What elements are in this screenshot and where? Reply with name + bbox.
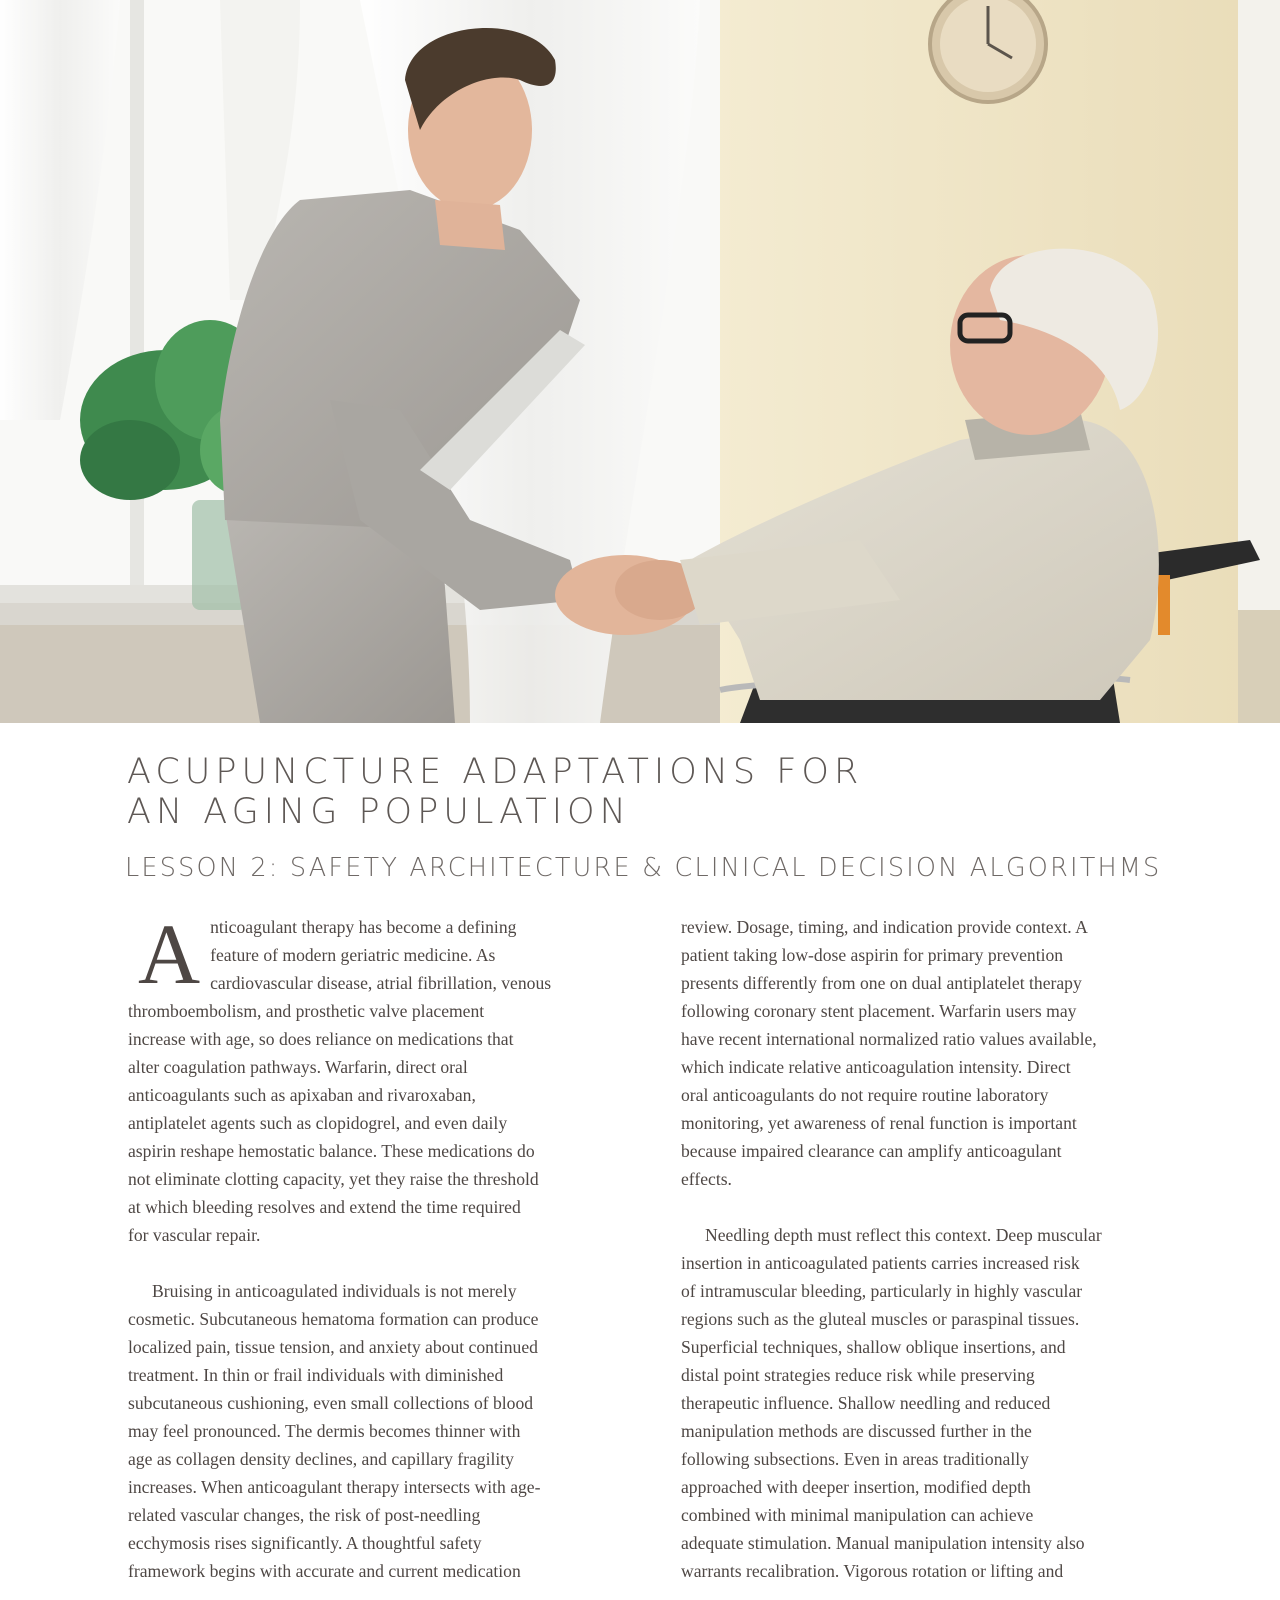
text-line: have recent international normalized ratio values available, [681,1029,1097,1049]
text-line: manipulation methods are discussed further in the [681,1421,1032,1441]
text-line: distal point strategies reduce risk while preserving [681,1365,1035,1385]
text-line: increases. When anticoagulant therapy intersects with age- [128,1477,541,1497]
text-line: oral anticoagulants do not require routine laboratory [681,1085,1049,1105]
text-line: cosmetic. Subcutaneous hematoma formation can produce [128,1309,539,1329]
text-line: adequate stimulation. Manual manipulation intensity also [681,1533,1085,1553]
text-line: age as collagen density declines, and capillary fragility [128,1449,514,1469]
text-line: related vascular changes, the risk of post-needling [128,1505,481,1525]
text-line: may feel pronounced. The dermis becomes thinner with [128,1421,521,1441]
text-line: therapeutic influence. Shallow needling and reduced [681,1393,1051,1413]
text-line: approached with deeper insertion, modified depth [681,1477,1031,1497]
text-line: localized pain, tissue tension, and anxiety about continued [128,1337,538,1357]
text-line: following subsections. Even in areas traditionally [681,1449,1029,1469]
text-line: Needling depth must reflect this context. Deep muscular [705,1225,1102,1245]
clock-icon [930,0,1046,102]
text-line: for vascular repair. [128,1225,261,1245]
paragraph-4 [681,1221,1159,1585]
text-line: antiplatelet agents such as clopidogrel, and even daily [128,1113,508,1133]
text-line: increase with age, so does reliance on medications that [128,1029,514,1049]
text-line: review. Dosage, timing, and indication provide context. A [681,917,1088,937]
lesson-subtitle: LESSON 2: SAFETY ARCHITECTURE & CLINICAL DECISION ALGORITHMS [125,853,1162,883]
drop-cap: A [138,906,201,1002]
text-line: combined with minimal manipulation can achieve [681,1505,1034,1525]
text-line: monitoring, yet awareness of renal function is important [681,1113,1077,1133]
text-line: following coronary stent placement. Warfarin users may [681,1001,1077,1021]
text-line: feature of modern geriatric medicine. As [210,945,496,965]
text-line: ecchymosis rises significantly. A thoughtful safety [128,1533,482,1553]
paragraph-3 [681,913,1159,1193]
text-line: because impaired clearance can amplify anticoagulant [681,1141,1062,1161]
text-line: which indicate relative anticoagulation intensity. Direct [681,1057,1071,1077]
text-line: regions such as the gluteal muscles or paraspinal tissues. [681,1309,1080,1329]
text-line: treatment. In thin or frail individuals with diminished [128,1365,504,1385]
text-line: framework begins with accurate and current medication [128,1561,521,1581]
text-line: Bruising in anticoagulated individuals is not merely [152,1281,517,1301]
text-line: aspirin reshape hemostatic balance. These medications do [128,1141,535,1161]
text-line: patient taking low-dose aspirin for primary prevention [681,945,1064,965]
text-column-right [681,913,1159,1585]
text-line: warrants recalibration. Vigorous rotation or lifting and [681,1561,1064,1581]
text-line: not eliminate clotting capacity, yet they raise the threshold [128,1169,539,1189]
text-line: insertion in anticoagulated patients carries increased risk [681,1253,1080,1273]
text-line: subcutaneous cushioning, even small collections of blood [128,1393,534,1413]
paragraph-1 [128,906,606,1249]
title-line-2: AN AGING POPULATION [127,792,631,832]
text-line: cardiovascular disease, atrial fibrillation, venous [210,973,552,993]
window-frame [130,0,144,590]
text-line: effects. [681,1169,732,1189]
paragraph-2 [128,1277,606,1585]
text-column-left [128,906,606,1585]
text-line: at which bleeding resolves and extend the time required [128,1197,521,1217]
text-line: of intramuscular bleeding, particularly in highly vascular [681,1281,1083,1301]
text-line: thromboembolism, and prosthetic valve placement [128,1001,485,1021]
text-line: anticoagulants such as apixaban and rivaroxaban, [128,1085,476,1105]
text-line: nticoagulant therapy has become a defining [210,917,517,937]
text-line: alter coagulation pathways. Warfarin, direct oral [128,1057,468,1077]
title-line-1: ACUPUNCTURE ADAPTATIONS FOR [127,752,864,792]
page-title [127,752,1177,832]
text-line: presents differently from one on dual antiplatelet therapy [681,973,1082,993]
hero-photo [0,0,1280,723]
text-line: Superficial techniques, shallow oblique insertions, and [681,1337,1066,1357]
